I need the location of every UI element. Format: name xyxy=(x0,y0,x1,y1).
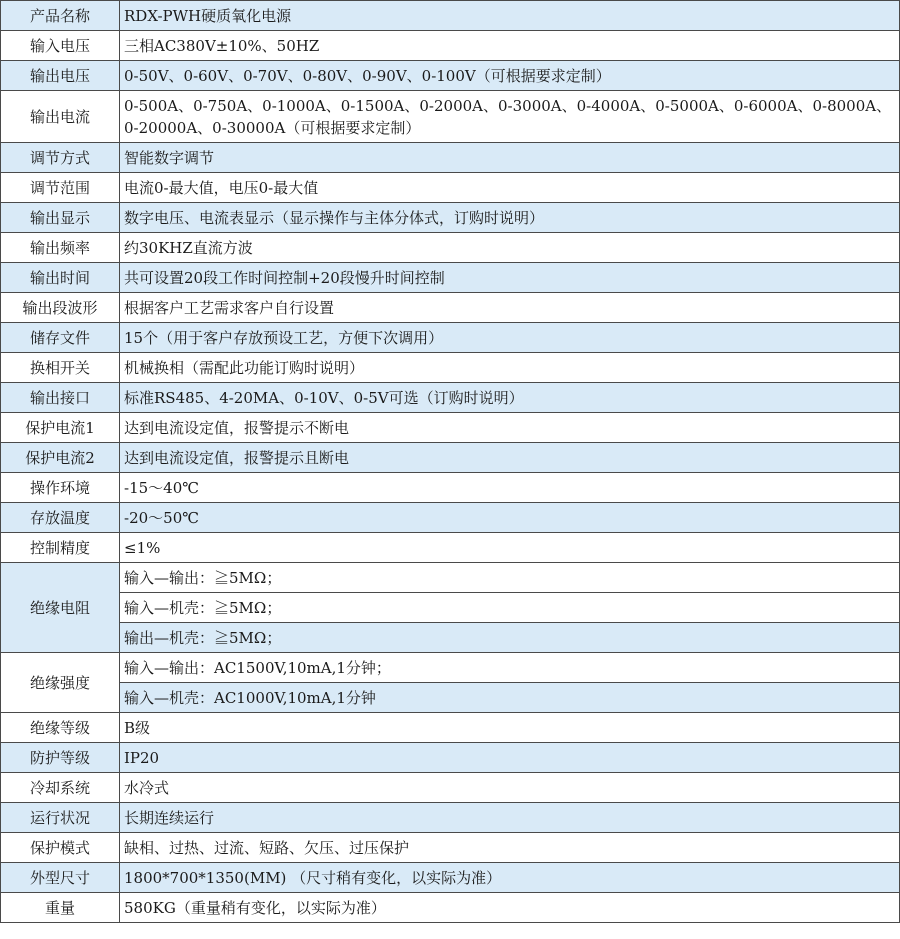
value-protection-mode: 缺相、过热、过流、短路、欠压、过压保护 xyxy=(120,833,900,863)
value-insulation-resistance-line: 输入—输出：≧5MΩ； xyxy=(120,563,900,593)
table-row xyxy=(1,91,900,143)
table-row xyxy=(1,293,900,323)
table-row xyxy=(1,803,900,833)
value-stored-files: 15个（用于客户存放预设工艺，方便下次调用） xyxy=(120,323,900,353)
label-storage-temperature: 存放温度 xyxy=(1,503,120,533)
label-weight: 重量 xyxy=(1,893,120,923)
value-cooling-system: 水冷式 xyxy=(120,773,900,803)
value-segment-waveform: 根据客户工艺需求客户自行设置 xyxy=(120,293,900,323)
value-phase-switch: 机械换相（需配此功能订购时说明） xyxy=(120,353,900,383)
label-current-protection-2: 保护电流2 xyxy=(1,443,120,473)
label-insulation-resistance: 绝缘电阻 xyxy=(1,563,120,653)
table-row xyxy=(1,563,900,593)
value-output-voltage: 0-50V、0-60V、0-70V、0-80V、0-90V、0-100V（可根据要求定制） xyxy=(120,61,900,91)
value-current-protection-1: 达到电流设定值，报警提示不断电 xyxy=(120,413,900,443)
table-row xyxy=(1,473,900,503)
table-row xyxy=(1,61,900,91)
table-row xyxy=(1,533,900,563)
table-row xyxy=(1,263,900,293)
value-insulation-strength-line: 输入—机壳：AC1000V,10mA,1分钟 xyxy=(120,683,900,713)
label-adjust-mode: 调节方式 xyxy=(1,143,120,173)
label-operating-status: 运行状况 xyxy=(1,803,120,833)
label-control-accuracy: 控制精度 xyxy=(1,533,120,563)
label-cooling-system: 冷却系统 xyxy=(1,773,120,803)
value-product-name: RDX-PWH硬质氧化电源 xyxy=(120,1,900,31)
table-row xyxy=(1,203,900,233)
label-output-frequency: 输出频率 xyxy=(1,233,120,263)
table-row xyxy=(1,773,900,803)
table-row xyxy=(1,743,900,773)
label-stored-files: 储存文件 xyxy=(1,323,120,353)
label-output-time: 输出时间 xyxy=(1,263,120,293)
value-output-interface: 标准RS485、4-20MA、0-10V、0-5V可选（订购时说明） xyxy=(120,383,900,413)
table-row xyxy=(1,593,900,623)
label-output-display: 输出显示 xyxy=(1,203,120,233)
table-row xyxy=(1,173,900,203)
table-row xyxy=(1,623,900,653)
label-output-voltage: 输出电压 xyxy=(1,61,120,91)
value-input-voltage: 三相AC380V±10%、50HZ xyxy=(120,31,900,61)
table-row xyxy=(1,833,900,863)
table-row xyxy=(1,383,900,413)
label-output-interface: 输出接口 xyxy=(1,383,120,413)
value-insulation-resistance-line: 输入—机壳：≧5MΩ； xyxy=(120,593,900,623)
table-row xyxy=(1,863,900,893)
label-phase-switch: 换相开关 xyxy=(1,353,120,383)
value-output-frequency: 约30KHZ直流方波 xyxy=(120,233,900,263)
value-protection-class: IP20 xyxy=(120,743,900,773)
table-row xyxy=(1,893,900,923)
label-protection-class: 防护等级 xyxy=(1,743,120,773)
label-product-name: 产品名称 xyxy=(1,1,120,31)
value-operating-status: 长期连续运行 xyxy=(120,803,900,833)
value-operating-environment: -15～40℃ xyxy=(120,473,900,503)
table-row xyxy=(1,143,900,173)
label-dimensions: 外型尺寸 xyxy=(1,863,120,893)
table-row xyxy=(1,1,900,31)
value-insulation-resistance-line: 输出—机壳：≧5MΩ； xyxy=(120,623,900,653)
value-output-time: 共可设置20段工作时间控制+20段慢升时间控制 xyxy=(120,263,900,293)
table-row xyxy=(1,413,900,443)
value-control-accuracy: ≤1% xyxy=(120,533,900,563)
table-row xyxy=(1,443,900,473)
value-dimensions: 1800*700*1350(MM) （尺寸稍有变化，以实际为准） xyxy=(120,863,900,893)
label-input-voltage: 输入电压 xyxy=(1,31,120,61)
table-row xyxy=(1,653,900,683)
table-row xyxy=(1,31,900,61)
value-output-current: 0-500A、0-750A、0-1000A、0-1500A、0-2000A、0-3000A、0-4000A、0-5000A、0-6000A、0-8000A、0-20000A、0-30000A（可根据要求定制） xyxy=(120,91,900,143)
value-current-protection-2: 达到电流设定值，报警提示且断电 xyxy=(120,443,900,473)
label-insulation-class: 绝缘等级 xyxy=(1,713,120,743)
value-weight: 580KG（重量稍有变化，以实际为准） xyxy=(120,893,900,923)
label-insulation-strength: 绝缘强度 xyxy=(1,653,120,713)
table-row xyxy=(1,353,900,383)
table-row xyxy=(1,713,900,743)
table-row xyxy=(1,683,900,713)
label-operating-environment: 操作环境 xyxy=(1,473,120,503)
value-adjust-mode: 智能数字调节 xyxy=(120,143,900,173)
value-output-display: 数字电压、电流表显示（显示操作与主体分体式，订购时说明） xyxy=(120,203,900,233)
label-segment-waveform: 输出段波形 xyxy=(1,293,120,323)
table-row xyxy=(1,323,900,353)
label-output-current: 输出电流 xyxy=(1,91,120,143)
value-insulation-strength-line: 输入—输出：AC1500V,10mA,1分钟； xyxy=(120,653,900,683)
table-row xyxy=(1,503,900,533)
value-adjust-range: 电流0-最大值，电压0-最大值 xyxy=(120,173,900,203)
label-current-protection-1: 保护电流1 xyxy=(1,413,120,443)
value-insulation-class: B级 xyxy=(120,713,900,743)
label-adjust-range: 调节范围 xyxy=(1,173,120,203)
label-protection-mode: 保护模式 xyxy=(1,833,120,863)
table-row xyxy=(1,233,900,263)
value-storage-temperature: -20～50℃ xyxy=(120,503,900,533)
